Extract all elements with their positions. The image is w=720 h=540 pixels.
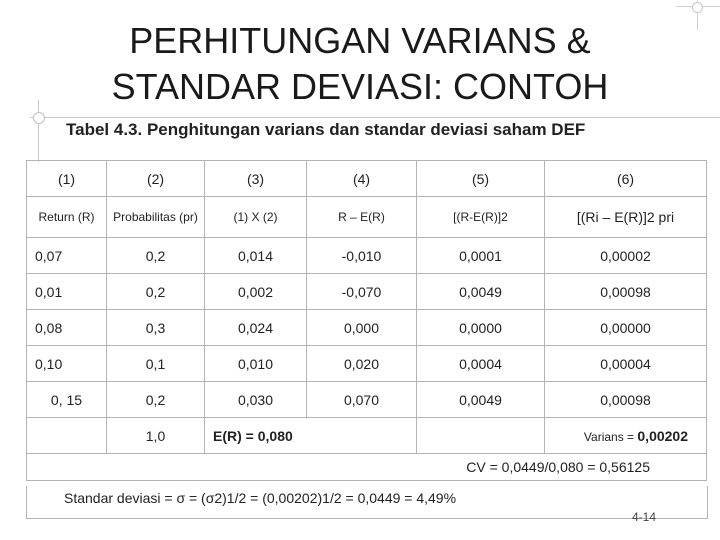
table-cell: 0,00098 (545, 382, 707, 418)
table-cell: 0,1 (107, 346, 205, 382)
column-number-row (27, 161, 707, 197)
table-cell (417, 418, 545, 454)
col-number: (5) (417, 161, 545, 197)
table-cell: 0,002 (205, 274, 307, 310)
header-deviation: R – E(R) (307, 197, 417, 238)
table-cell: 0,014 (205, 238, 307, 274)
column-header-row (27, 197, 707, 238)
table-cell: 0,0049 (417, 274, 545, 310)
variance-label: Varians = (583, 429, 638, 444)
table-cell: 0,020 (307, 346, 417, 382)
decorative-circle (692, 2, 703, 13)
title-line-2: STANDAR DEVIASI: CONTOH (111, 66, 609, 107)
col-number: (3) (205, 161, 307, 197)
header-probability: Probabilitas (pr) (107, 197, 205, 238)
page-number: 4-14 (632, 510, 657, 524)
table-cell: 0,07 (27, 238, 107, 274)
table-cell: 0,0001 (417, 238, 545, 274)
table-cell: 0, 15 (27, 382, 107, 418)
table-cell: 0,00004 (545, 346, 707, 382)
table-cell: 0,0049 (417, 382, 545, 418)
col-number: (6) (545, 161, 707, 197)
table-cell: 0,10 (27, 346, 107, 382)
decorative-circle (33, 112, 45, 124)
table-cell (27, 418, 107, 454)
col-number: (1) (27, 161, 107, 197)
table-row (27, 346, 707, 382)
table-cell: 0,01 (27, 274, 107, 310)
header-squared-deviation: [(R-E(R)]2 (417, 197, 545, 238)
col-number: (4) (307, 161, 417, 197)
table-row (27, 382, 707, 418)
col-number: (2) (107, 161, 205, 197)
slide-title (0, 18, 720, 110)
table-row (27, 310, 707, 346)
table-cell: -0,010 (307, 238, 417, 274)
table-cell: 0,070 (307, 382, 417, 418)
total-probability: 1,0 (107, 418, 205, 454)
expected-return: E(R) = 0,080 (205, 418, 417, 454)
table-cell: 0,0004 (417, 346, 545, 382)
table-cell: 0,2 (107, 238, 205, 274)
table-cell: 0,024 (205, 310, 307, 346)
cv-row (27, 454, 707, 481)
table-row (27, 274, 707, 310)
table-cell: 0,2 (107, 382, 205, 418)
decorative-line (30, 117, 720, 118)
variance-table (26, 160, 707, 481)
table-cell: 0,2 (107, 274, 205, 310)
variance-cell (545, 418, 707, 454)
table-cell: 0,000 (307, 310, 417, 346)
summary-row (27, 418, 707, 454)
table-cell: -0,070 (307, 274, 417, 310)
variance-value: 0,00202 (637, 427, 688, 444)
table-cell: 0,00098 (545, 274, 707, 310)
title-line-1: PERHITUNGAN VARIANS & (129, 20, 591, 61)
standard-deviation-formula: Standar deviasi = σ = (σ2)1/2 = (0,00202)1/2 = 0,0449 = 4,49% (64, 490, 457, 506)
decorative-line (38, 100, 39, 162)
header-return: Return (R) (27, 197, 107, 238)
header-weighted-return: (1) X (2) (205, 197, 307, 238)
table-caption: Tabel 4.3. Penghitungan varians dan standar deviasi saham DEF (66, 120, 586, 139)
table-cell: 0,00000 (545, 310, 707, 346)
table-cell: 0,030 (205, 382, 307, 418)
table-cell: 0,08 (27, 310, 107, 346)
table-cell: 0,3 (107, 310, 205, 346)
table-cell: 0,0000 (417, 310, 545, 346)
coefficient-of-variation: CV = 0,0449/0,080 = 0,56125 (27, 454, 707, 481)
table-row (27, 238, 707, 274)
header-weighted-squared-deviation: [(Ri – E(R)]2 pri (545, 197, 707, 238)
table-cell: 0,010 (205, 346, 307, 382)
table-cell: 0,00002 (545, 238, 707, 274)
